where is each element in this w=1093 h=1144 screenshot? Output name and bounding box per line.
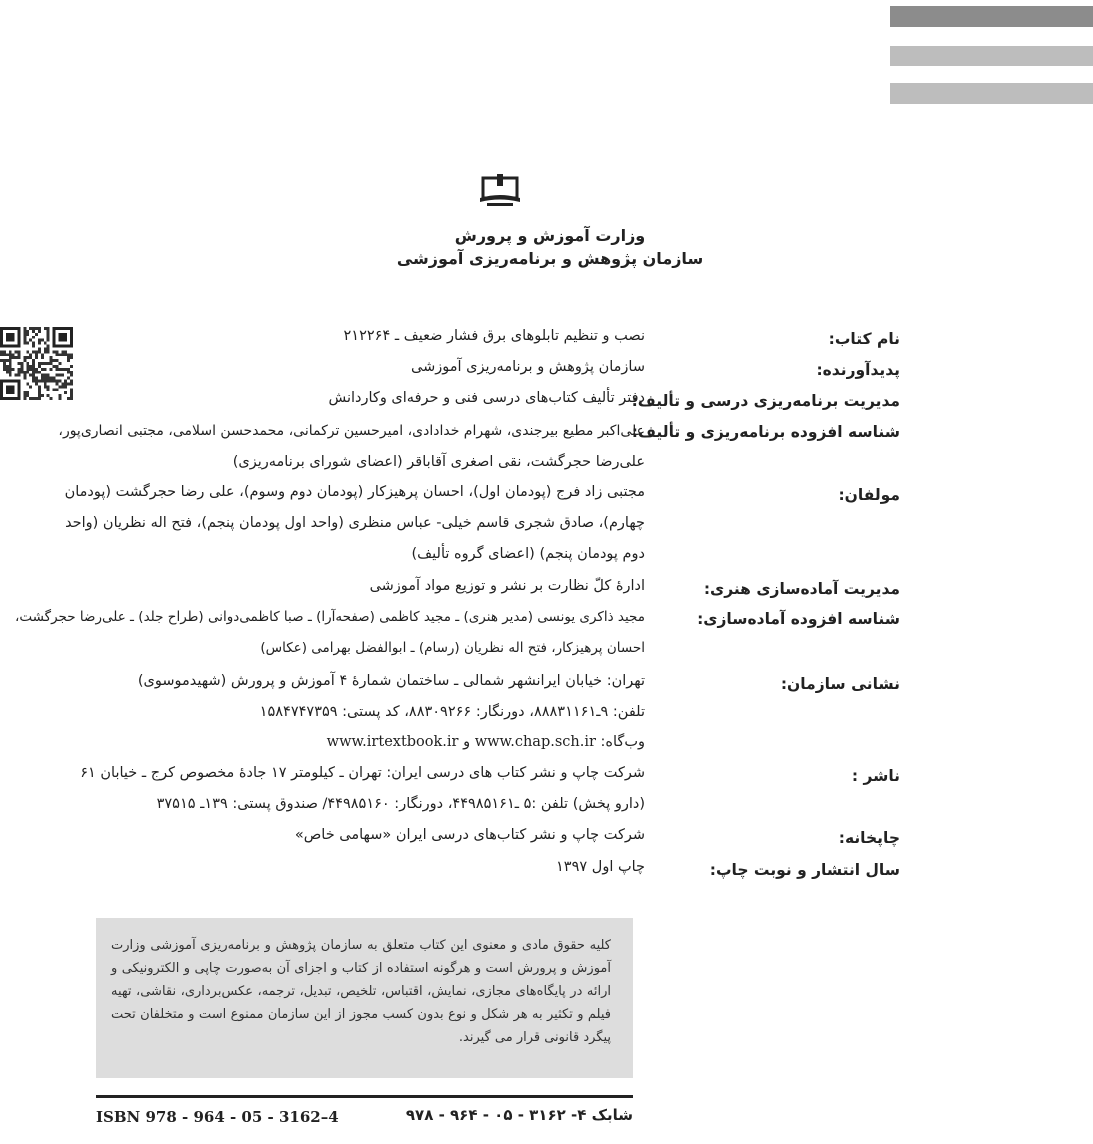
field-label-curriculum-management: مدیریت برنامه‌ریزی درسی و تألیف: (631, 392, 900, 410)
production-credits-line: احسان پرهیزکار، فتح اله نظریان (رسام) ـ ابوالفضل بهرامی (عکاس) (260, 640, 645, 656)
planning-credits-line: علی‌اکبر مطیع بیرجندی، شهرام خدادادی، امیرحسین ترکمانی، محمدحسن اسلامی، مجتبی انصاری‌پور، (58, 423, 645, 439)
authors-line: چهارم)، صادق شجری قاسم خیلی- عباس منظری (واحد اول پودمان پنجم)، فتح اله نظریان (واحد (65, 515, 645, 531)
authors-line: مجتبی زاد فرج (پودمان اول)، احسان پرهیزکار (پودمان دوم وسوم)، علی رضا حجرگشت (پودمان (64, 484, 645, 500)
website-link-chap[interactable]: www.chap.sch.ir (474, 734, 596, 750)
field-label-printing-house: چاپخانه: (838, 829, 900, 847)
planning-credits-line: علی‌رضا حجرگشت، نقی اصغری آقاباقر (اعضای شورای برنامه‌ریزی) (232, 454, 645, 470)
isbn-persian: شابک ۴- ۳۱۶۲ - ۰۵ - ۹۶۴ - ۹۷۸ (405, 1106, 633, 1124)
creator-value: سازمان پژوهش و برنامه‌ریزی آموزشی (411, 359, 645, 375)
field-label-production-credits: شناسه افزوده آماده‌سازی: (697, 610, 900, 628)
qr-code-icon (0, 327, 73, 400)
isbn-divider (96, 1095, 633, 1098)
field-label-publisher: ناشر : (851, 767, 900, 785)
field-label-book-title: نام کتاب: (828, 330, 900, 348)
decorative-bar-light (890, 83, 1093, 104)
field-label-creator: پدیدآورنده: (816, 361, 900, 379)
publisher-line: (دارو پخش) تلفن :۵ ـ۴۴۹۸۵۱۶۱، دورنگار: ۴۴۹۸۵۱۶۰/ صندوق پستی: ۱۳۹ـ ۳۷۵۱۵ (156, 796, 645, 812)
website-line (327, 734, 645, 750)
decorative-bar-dark (890, 6, 1093, 27)
ministry-name: وزارت آموزش و پرورش (454, 226, 646, 245)
copyright-notice-box (96, 918, 633, 1078)
publisher-line: شرکت چاپ و نشر کتاب های درسی ایران: تهران ـ کیلومتر ۱۷ جادهٔ مخصوص کرج ـ خیابان ۶۱ (80, 765, 645, 781)
curriculum-management-value: دفتر تألیف کتاب‌های درسی فنی و حرفه‌ای وکاردانش (328, 390, 645, 406)
copyright-notice-text: کلیه حقوق مادی و معنوی این کتاب متعلق به سازمان پژوهش و برنامه‌ریزی آموزشی وزارت آموزش و پرورش است و هرگونه استفاده از کتاب و اجزای آن به‌صورت چاپی و الکترونیکی و ارائه در پایگاه‌های مجازی، نمایش، اقتباس، تلخیص، تبدیل، ترجمه، عکس‌برداری، نقاشی، تهیه فیلم و تکثیر به هر شکل و نوع بدون کسب مجوز از این سازمان ممنوع است و متخلفان تحت پیگرد قانونی قرار می گیرند. (111, 938, 611, 1045)
printing-house-value: شرکت چاپ و نشر کتاب‌های درسی ایران «سهامی خاص» (294, 827, 645, 843)
field-label-art-management: مدیریت آماده‌سازی هنری: (703, 580, 900, 598)
organization-name: سازمان پژوهش و برنامه‌ریزی آموزشی (396, 249, 704, 268)
production-credits-line: مجید ذاکری یونسی (مدیر هنری) ـ مجید کاظمی (صفحه‌آرا) ـ صبا کاظمی‌دوانی (طراح جلد) ـ علی‌رضا حجرگشت، (15, 609, 645, 625)
isbn-latin: ISBN 978 - 964 - 05 - 3162–4 (96, 1108, 339, 1126)
website-joiner: و (463, 734, 471, 750)
field-label-address: نشانی سازمان: (780, 675, 900, 693)
ministry-logo-icon (479, 172, 521, 208)
website-link-irtextbook[interactable]: www.irtextbook.ir (326, 734, 459, 750)
website-prefix: وب‌گاه: (600, 734, 645, 750)
authors-line: دوم پودمان پنجم) (اعضای گروه تألیف) (411, 546, 645, 562)
art-management-value: ادارهٔ کلّ نظارت بر نشر و توزیع مواد آموزشی (369, 578, 645, 594)
address-line: تهران: خیابان ایرانشهر شمالی ـ ساختمان شمارهٔ ۴ آموزش و پرورش (شهیدموسوی) (137, 673, 645, 689)
field-label-publication-year: سال انتشار و نوبت چاپ: (709, 861, 900, 879)
book-title-value: نصب و تنظیم تابلوهای برق فشار ضعیف ـ ۲۱۲۲۶۴ (343, 328, 645, 344)
field-label-planning-credits: شناسه افزوده برنامه‌ریزی و تألیف: (631, 423, 900, 441)
decorative-bar-light (890, 46, 1093, 66)
publication-year-value: چاپ اول ۱۳۹۷ (556, 859, 645, 875)
contact-line: تلفن: ۹ـ۸۸۸۳۱۱۶۱، دورنگار: ۸۸۳۰۹۲۶۶، کد پستی: ۱۵۸۴۷۴۷۳۵۹ (259, 704, 645, 720)
field-label-authors: مولفان: (838, 486, 900, 504)
